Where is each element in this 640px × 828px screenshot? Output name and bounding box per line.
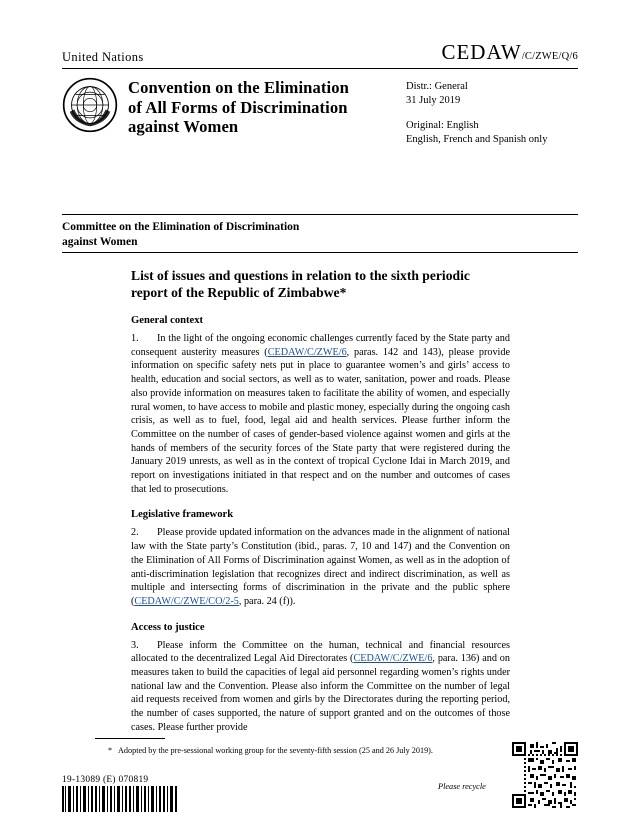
masthead-top-row <box>62 40 578 68</box>
qr-code <box>512 742 578 808</box>
un-emblem-icon <box>62 77 118 133</box>
recycle-note: Please recycle <box>438 782 486 791</box>
paragraph <box>131 332 510 496</box>
document-symbol-suffix: /C/ZWE/Q/6 <box>521 51 578 62</box>
sections-container <box>131 315 510 735</box>
section-heading: Legislative framework <box>131 509 234 521</box>
paragraph-number: 1. <box>131 333 139 344</box>
section-heading: General context <box>131 315 204 326</box>
paragraph-text: , para. 136) and on measures taken to build the capacities of legal aid personnel regarding women’s rights under national law and the Convention. Please also inform the Committee on the number of legal aid requests received from women and girls by the Directorates during the reporting period, the number of cases supported, the nature of support granted and on the outcomes of those cases. Please further provide <box>131 653 510 733</box>
page-title-line-2: report of the Republic of Zimbabwe <box>131 284 340 300</box>
footnote-text: Adopted by the pre-sessional working group for the seventy-fifth session (25 and 26 July 2019). <box>118 746 433 755</box>
distribution-label: Distr.: General <box>406 81 468 92</box>
convention-title-line-2: of All Forms of Discrimination <box>128 97 348 117</box>
document-reference-link[interactable]: CEDAW/C/ZWE/CO/2-5 <box>134 595 239 607</box>
original-language: Original: English <box>406 120 479 131</box>
barcode <box>62 786 178 812</box>
document-reference-link[interactable]: CEDAW/C/ZWE/6 <box>267 346 347 358</box>
distribution-block <box>406 77 578 146</box>
section-divider-top <box>62 214 578 215</box>
committee-heading-line-1: Committee on the Elimination of Discrimination <box>62 221 300 233</box>
convention-title-line-3: against Women <box>128 117 239 136</box>
masthead <box>62 40 578 146</box>
paragraph-number: 2. <box>131 527 139 539</box>
paragraph-text: , para. 24 (f)). <box>238 595 296 607</box>
convention-title <box>128 77 406 146</box>
masthead-body <box>62 77 578 146</box>
paragraph-text: Please provide updated information on the advances made in the alignment of national law with the State party’s Constitution (ibid., paras. 7, 10 and 147) and the Convention on the Elimination of All Forms of Discrimination against Women, as well as in the adoption of anti-discrimination legislation that recognizes direct and indirect discrimination, as well as multiple and intersecting forms of discrimination in the private and the public sphere ( <box>131 527 510 607</box>
footnote <box>108 745 448 756</box>
footnote-divider <box>95 738 165 739</box>
organization-name: United Nations <box>62 50 144 64</box>
document-reference-link[interactable]: CEDAW/C/ZWE/6 <box>353 653 433 665</box>
footnote-marker: * <box>108 746 113 755</box>
section-divider-bottom <box>62 252 578 253</box>
document-date: 31 July 2019 <box>406 94 461 106</box>
paragraph-text: In the light of the ongoing economic challenges currently faced by the State party and consequent austerity measures ( <box>131 333 510 358</box>
section-heading: Access to justice <box>131 621 205 633</box>
masthead-rule <box>62 68 578 69</box>
paragraph-text: , paras. 142 and 143), please provide information on specific safety nets put in place to guarantee women’s and girls’ access to health, education and social sectors, as well as to water, sanitation, power and roads. Please also provide information on measures taken to facilitate the ability of women, and especially rural women, to have access to mobile and plastic money, especially during the ongoing cash crisis, as well as to fuel, food, legal aid and health services. Please further inform the Committee on the number of cases of gender-based violence against women and girls at the hands of members of the security forces of the State party that were registered during the January 2019 unrests, as well as in the context of tropical Cyclone Idai in March 2019, and report on investigations initiated in that respect and on the number and outcomes of cases that led to prosecutions. <box>131 346 510 495</box>
available-languages: English, French and Spanish only <box>406 133 548 145</box>
paragraph <box>131 639 510 735</box>
convention-title-line-1: Convention on the Elimination <box>128 78 349 97</box>
paragraph-number: 3. <box>131 639 139 651</box>
distribution-spacer <box>406 107 578 119</box>
committee-heading-line-2: against Women <box>62 235 138 248</box>
paragraph-text: Please inform the Committee on the human, technical and financial resources allocated to the decentralized Legal Aid Directorates ( <box>131 639 510 665</box>
paragraph <box>131 526 510 608</box>
job-number: 19-13089 (E) 070819 <box>62 775 149 785</box>
page-title <box>131 268 510 301</box>
document-symbol <box>441 40 578 65</box>
page-title-footnote-marker: * <box>339 284 347 300</box>
committee-heading <box>62 220 462 249</box>
document-body <box>131 268 510 739</box>
document-symbol-prefix: CEDAW <box>441 40 522 64</box>
page-title-line-1: List of issues and questions in relation to the sixth periodic <box>131 268 470 283</box>
